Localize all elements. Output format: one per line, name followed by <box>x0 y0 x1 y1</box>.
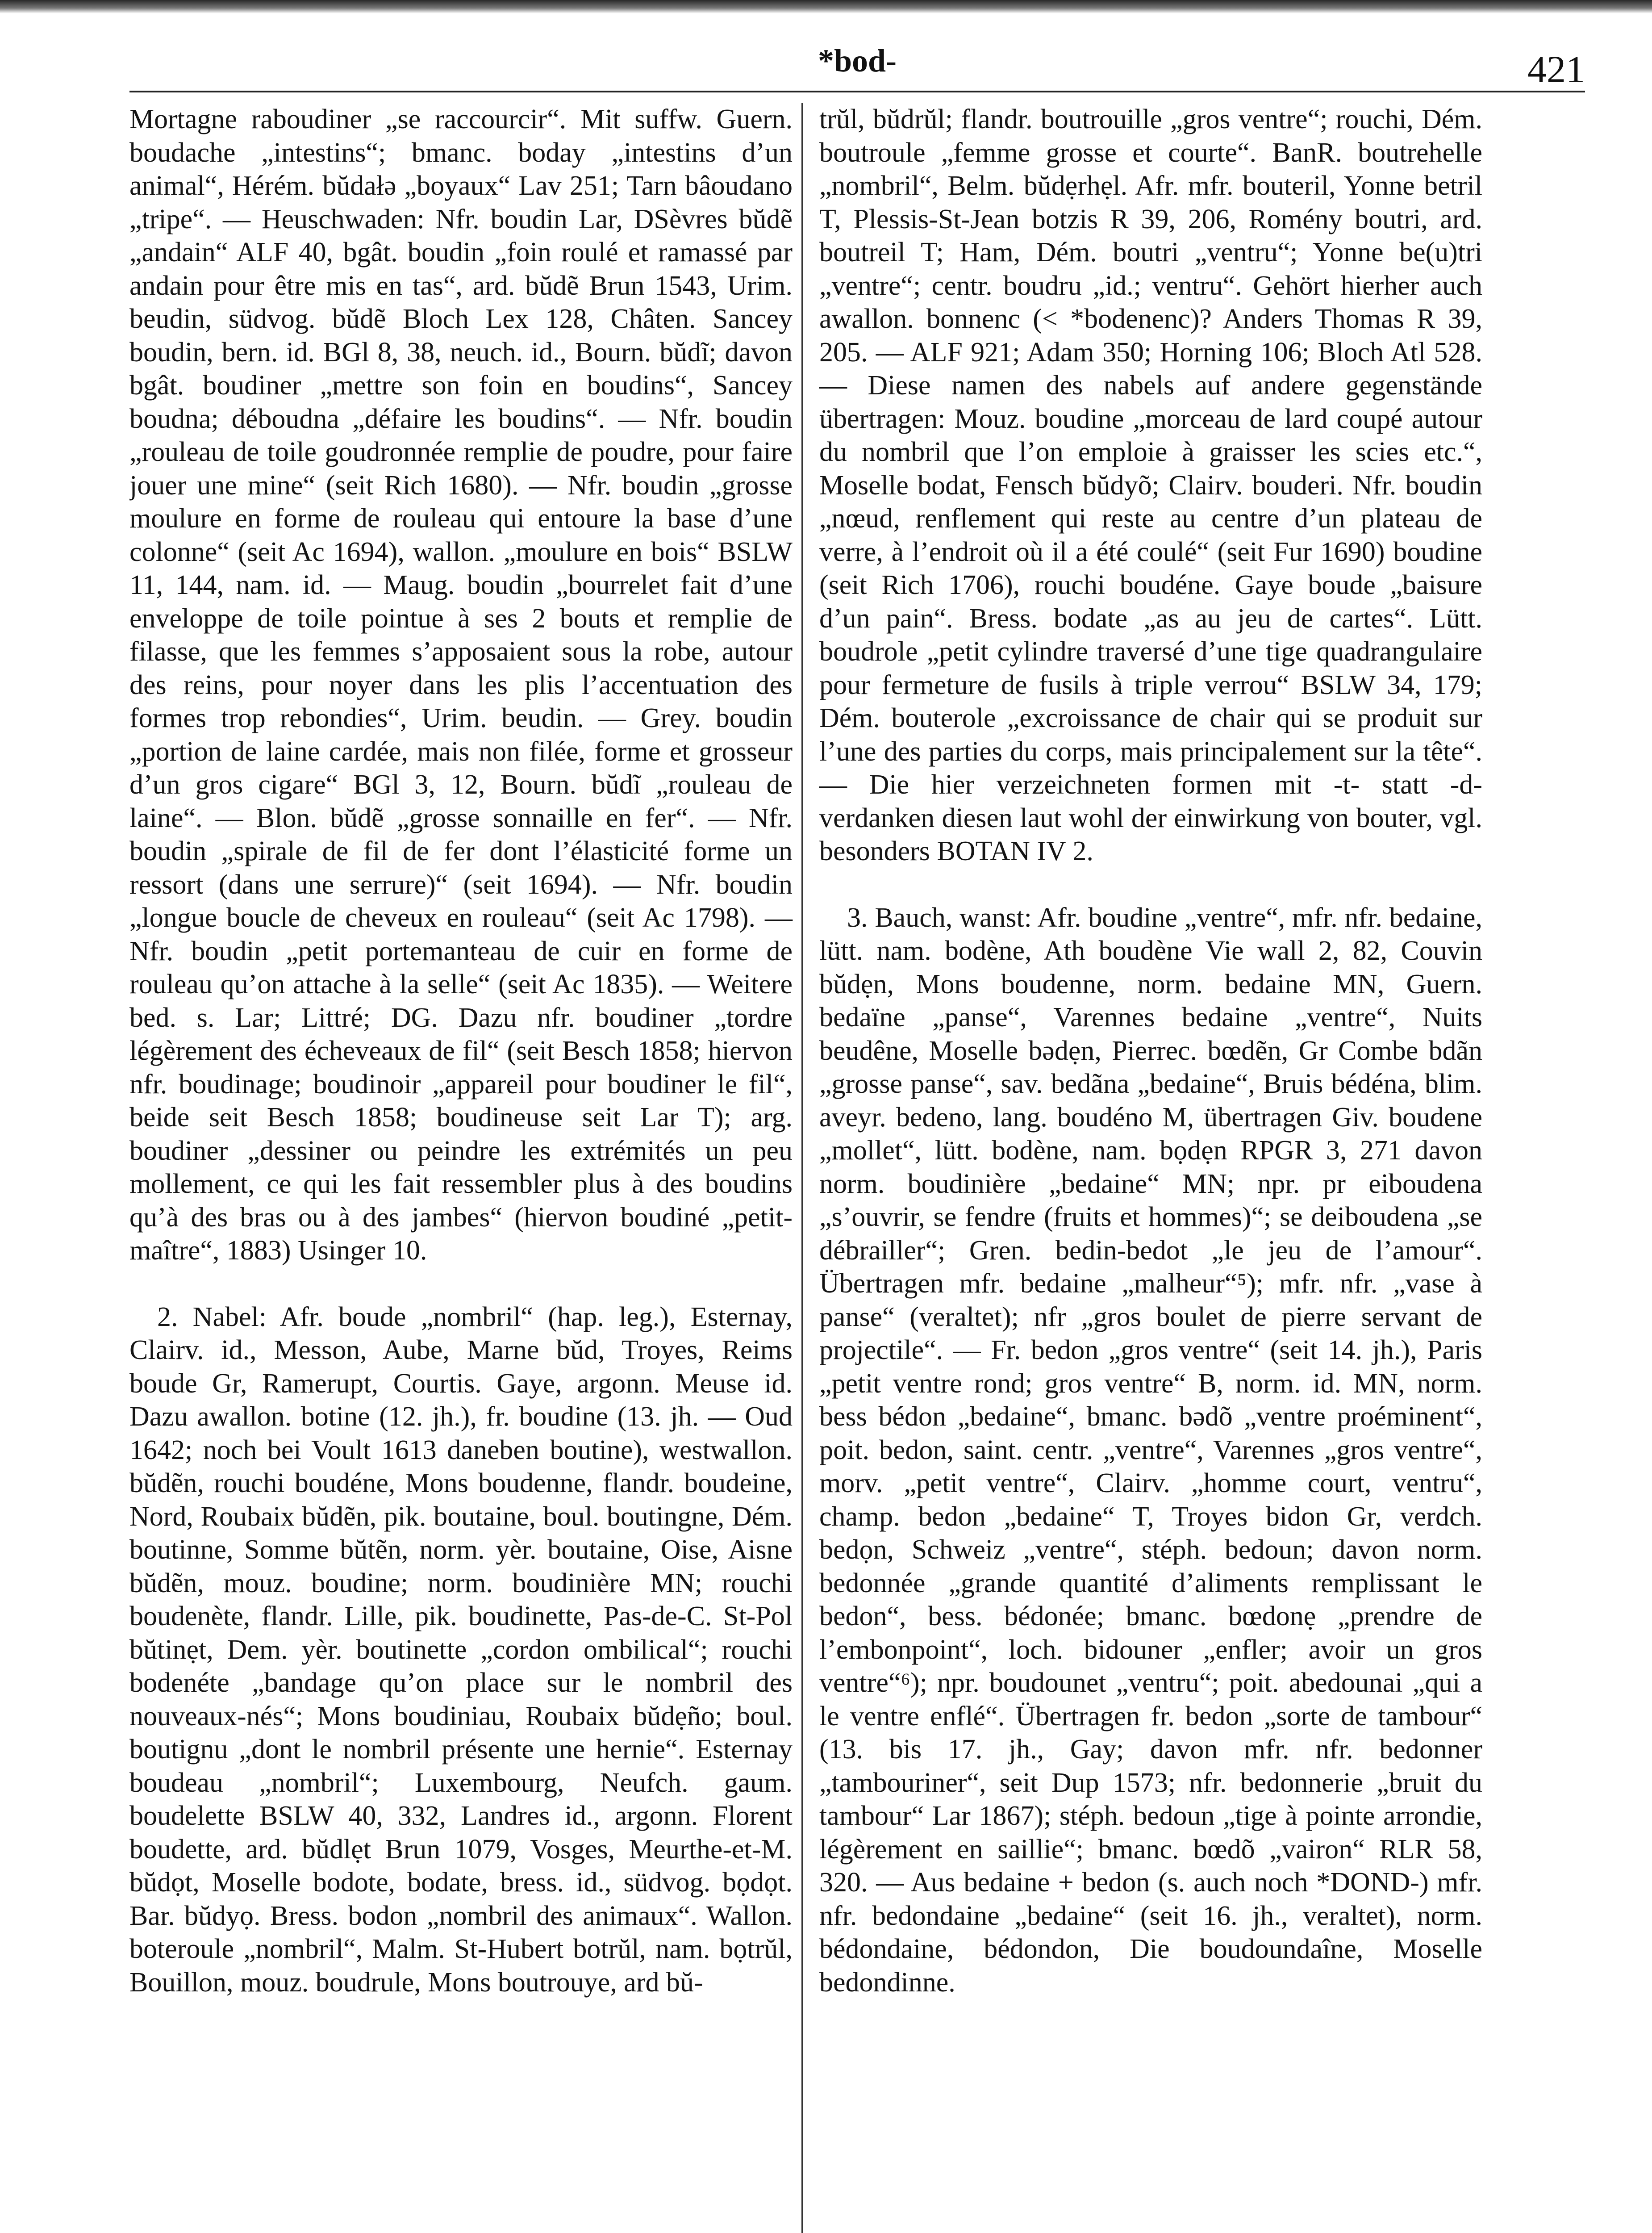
left-column <box>129 103 806 2233</box>
right-column <box>806 103 1482 2233</box>
page-number: 421 <box>1527 48 1585 91</box>
column-divider <box>801 103 803 2233</box>
right-paragraph-1: trŭl, bŭdrŭl; flandr. boutrouille „gros ventre“; rouchi, Dém. boutroule „femme grosse et courte“. BanR. boutrehelle „nombril“, Belm. bŭdẹrhẹl. Afr. mfr. bouteril, Yonne betril T, Plessis-St-Jean botzis R 39, 206, Romény boutri, ard. boutreil T; Ham, Dém. boutri „ventru“; Yonne be(u)tri „ventre“; centr. boudru „id.; ventru“. Gehört hierher auch awallon. bonnenc (< *bodenenc)? Anders Thomas R 39, 205. — ALF 921; Adam 350; Horning 106; Bloch Atl 528. — Diese namen des nabels auf andere gegenstände übertragen: Mouz. boudine „morceau de lard coupé autour du nombril que l’on emploie à graisser les scies etc.“, Moselle bodat, Fensch bŭdyõ; Clairv. bouderi. Nfr. boudin „nœud, renflement qui reste au centre d’un plateau de verre, à l’endroit où il a été coulé“ (seit Fur 1690) boudine (seit Rich 1706), rouchi boudéne. Gaye boude „baisure d’un pain“. Bress. bodate „as au jeu de cartes“. Lütt. boudrole „petit cylindre traversé d’une tige quadrangulaire pour fermeture de fusils à triple verrou“ BSLW 34, 179; Dém. bouterole „excroissance de chair qui se produit sur l’une des parties du corps, mais principalement sur la tête“. — Die hier verzeichneten formen mit -t- statt -d- verdanken diesen laut wohl der einwirkung von bouter, vgl. besonders BOTAN IV 2. <box>819 104 1482 866</box>
paragraph-gap <box>806 868 1482 901</box>
paragraph-gap <box>129 1267 806 1300</box>
header-rule <box>129 91 1585 92</box>
left-paragraph-1: Mortagne raboudiner „se raccourcir“. Mit suffw. Guern. boudache „intestins“; bmanc. boday „intestins d’un animal“, Hérém. bŭdałə „boyaux“ Lav 251; Tarn bâoudano „tripe“. — Heuschwaden: Nfr. boudin Lar, DSèvres bŭdẽ „andain“ ALF 40, bgât. boudin „foin roulé et ramassé par andain pour être mis en tas“, ard. bŭdẽ Brun 1543, Urim. beudin, südvog. bŭdẽ Bloch Lex 128, Châten. Sancey boudin, bern. id. BGl 8, 38, neuch. id., Bourn. bŭdĩ; davon bgât. boudiner „mettre son foin en boudins“, Sancey boudna; déboudna „défaire les boudins“. — Nfr. boudin „rouleau de toile goudronnée remplie de poudre, pour faire jouer une mine“ (seit Rich 1680). — Nfr. boudin „grosse moulure en forme de rouleau qui entoure la base d’une colonne“ (seit Ac 1694), wallon. „moulure en bois“ BSLW 11, 144, nam. id. — Maug. boudin „bourrelet fait d’une enveloppe de toile pointue à ses 2 bouts et remplie de filasse, que les femmes s’apposaient sous la robe, autour des reins, pour noyer dans les plis l’accentuation des formes trop rebondies“, Urim. beudin. — Grey. boudin „portion de laine cardée, mais non filée, forme et grosseur d’un gros cigare“ BGl 3, 12, Bourn. bŭdĩ „rouleau de laine“. — Blon. bŭdẽ „grosse sonnaille en fer“. — Nfr. boudin „spirale de fil de fer dont l’élasticité forme un ressort (dans une serrure)“ (seit 1694). — Nfr. boudin „longue boucle de cheveux en rouleau“ (seit Ac 1798). — Nfr. boudin „petit portemanteau de cuir en forme de rouleau qu’on attache à la selle“ (seit Ac 1835). — Weitere bed. s. Lar; Littré; DG. Dazu nfr. boudiner „tordre légèrement des écheveaux de fil“ (seit Besch 1858; hiervon nfr. boudinage; boudinoir „appareil pour boudiner le fil“, beide seit Besch 1858; boudineuse seit Lar T); arg. boudiner „dessiner ou peindre les extrémités un peu mollement, ce qui les fait ressembler plus à des boudins qu’à des bras ou à des jambes“ (hiervon boudiné „petit-maître“, 1883) Usinger 10. <box>129 104 793 1266</box>
scan-top-edge <box>0 0 1652 13</box>
right-paragraph-2: 3. Bauch, wanst: Afr. boudine „ventre“, mfr. nfr. bedaine, lütt. nam. bodène, Ath boudène Vie wall 2, 82, Couvin bŭdẹn, Mons boudenne, norm. bedaine MN, Guern. bedaïne „panse“, Varennes bedaine „ventre“, Nuits beudêne, Moselle bədẹn, Pierrec. bœdẽn, Gr Combe bdãn „grosse panse“, sav. bedãna „bedaine“, Bruis bédéna, blim. aveyr. bedeno, lang. boudéno M, übertragen Giv. boudene „mollet“, lütt. bodène, nam. bọdẹn RPGR 3, 271 davon norm. boudinière „bedaine“ MN; npr. pr eiboudena „s’ouvrir, se fendre (fruits et hommes)“; se deiboudena „se débrailler“; Gren. bedin-bedot „le jeu de l’amour“. Übertragen mfr. bedaine „malheur“⁵); mfr. nfr. „vase à panse“ (veraltet); nfr „gros boulet de pierre servant de projectile“. — Fr. bedon „gros ventre“ (seit 14. jh.), Paris „petit ventre rond; gros ventre“ B, norm. id. MN, norm. bess bédon „bedaine“, bmanc. bədõ „ventre proéminent“, poit. bedon, saint. centr. „ventre“, Varennes „gros ventre“, morv. „petit ventre“, Clairv. „homme court, ventru“, champ. bedon „bedaine“ T, Troyes bidon Gr, verdch. bedọn, Schweiz „ventre“, stéph. bedoun; davon norm. bedonnée „grande quantité d’aliments remplissant le bedon“, bess. bédonée; bmanc. bœdonẹ „prendre de l’embonpoint“, loch. bidouner „enfler; avoir un gros ventre“⁶); npr. boudounet „ventru“; poit. abedounai „qui a le ventre enflé“. Übertragen fr. bedon „sorte de tambour“ (13. bis 17. jh., Gay; davon mfr. nfr. bedonner „tambouriner“, seit Dup 1573; nfr. bedonnerie „bruit du tambour“ Lar 1867); stéph. bedoun „tige à pointe arrondie, légèrement en saillie“; bmanc. bœdõ „vairon“ RLR 58, 320. — Aus bedaine + bedon (s. auch noch *DOND-) mfr. nfr. bedondaine „bedaine“ (seit 16. jh., veraltet), norm. bédondaine, bédondon, Die boudoundaîne, Moselle bedondinne. <box>819 902 1482 1998</box>
left-paragraph-2: 2. Nabel: Afr. boude „nombril“ (hap. leg.), Esternay, Clairv. id., Messon, Aube, Marne bŭd, Troyes, Reims boude Gr, Ramerupt, Courtis. Gaye, argonn. Meuse id. Dazu awallon. botine (12. jh.), fr. boudine (13. jh. — Oud 1642; noch bei Voult 1613 daneben boutine), westwallon. bŭdẽn, rouchi boudéne, Mons boudenne, flandr. boudeine, Nord, Roubaix bŭdẽn, pik. boutaine, boul. boutingne, Dém. boutinne, Somme bŭtẽn, norm. yèr. boutaine, Oise, Aisne bŭdẽn, mouz. boudine; norm. boudinière MN; rouchi boudenète, flandr. Lille, pik. boudinette, Pas-de-C. St-Pol bŭtinẹt, Dem. yèr. boutinette „cordon ombilical“; rouchi bodenéte „bandage qu’on place sur le nombril des nouveaux-nés“; Mons boudiniau, Roubaix bŭdẹño; boul. boutignu „dont le nombril présente une hernie“. Esternay boudeau „nombril“; Luxembourg, Neufch. gaum. boudelette BSLW 40, 332, Landres id., argonn. Florent boudette, ard. bŭdlẹt Brun 1079, Vosges, Meurthe-et-M. bŭdọt, Moselle bodote, bodate, bress. id., südvog. bọdọt. Bar. bŭdyọ. Bress. bodon „nombril des animaux“. Wallon. boteroule „nombril“, Malm. St-Hubert botrŭl, nam. bọtrŭl, Bouillon, mouz. boudrule, Mons boutrouye, ard bŭ- <box>129 1301 793 1998</box>
page-header <box>129 42 1585 92</box>
running-headword: *bod- <box>818 43 897 79</box>
